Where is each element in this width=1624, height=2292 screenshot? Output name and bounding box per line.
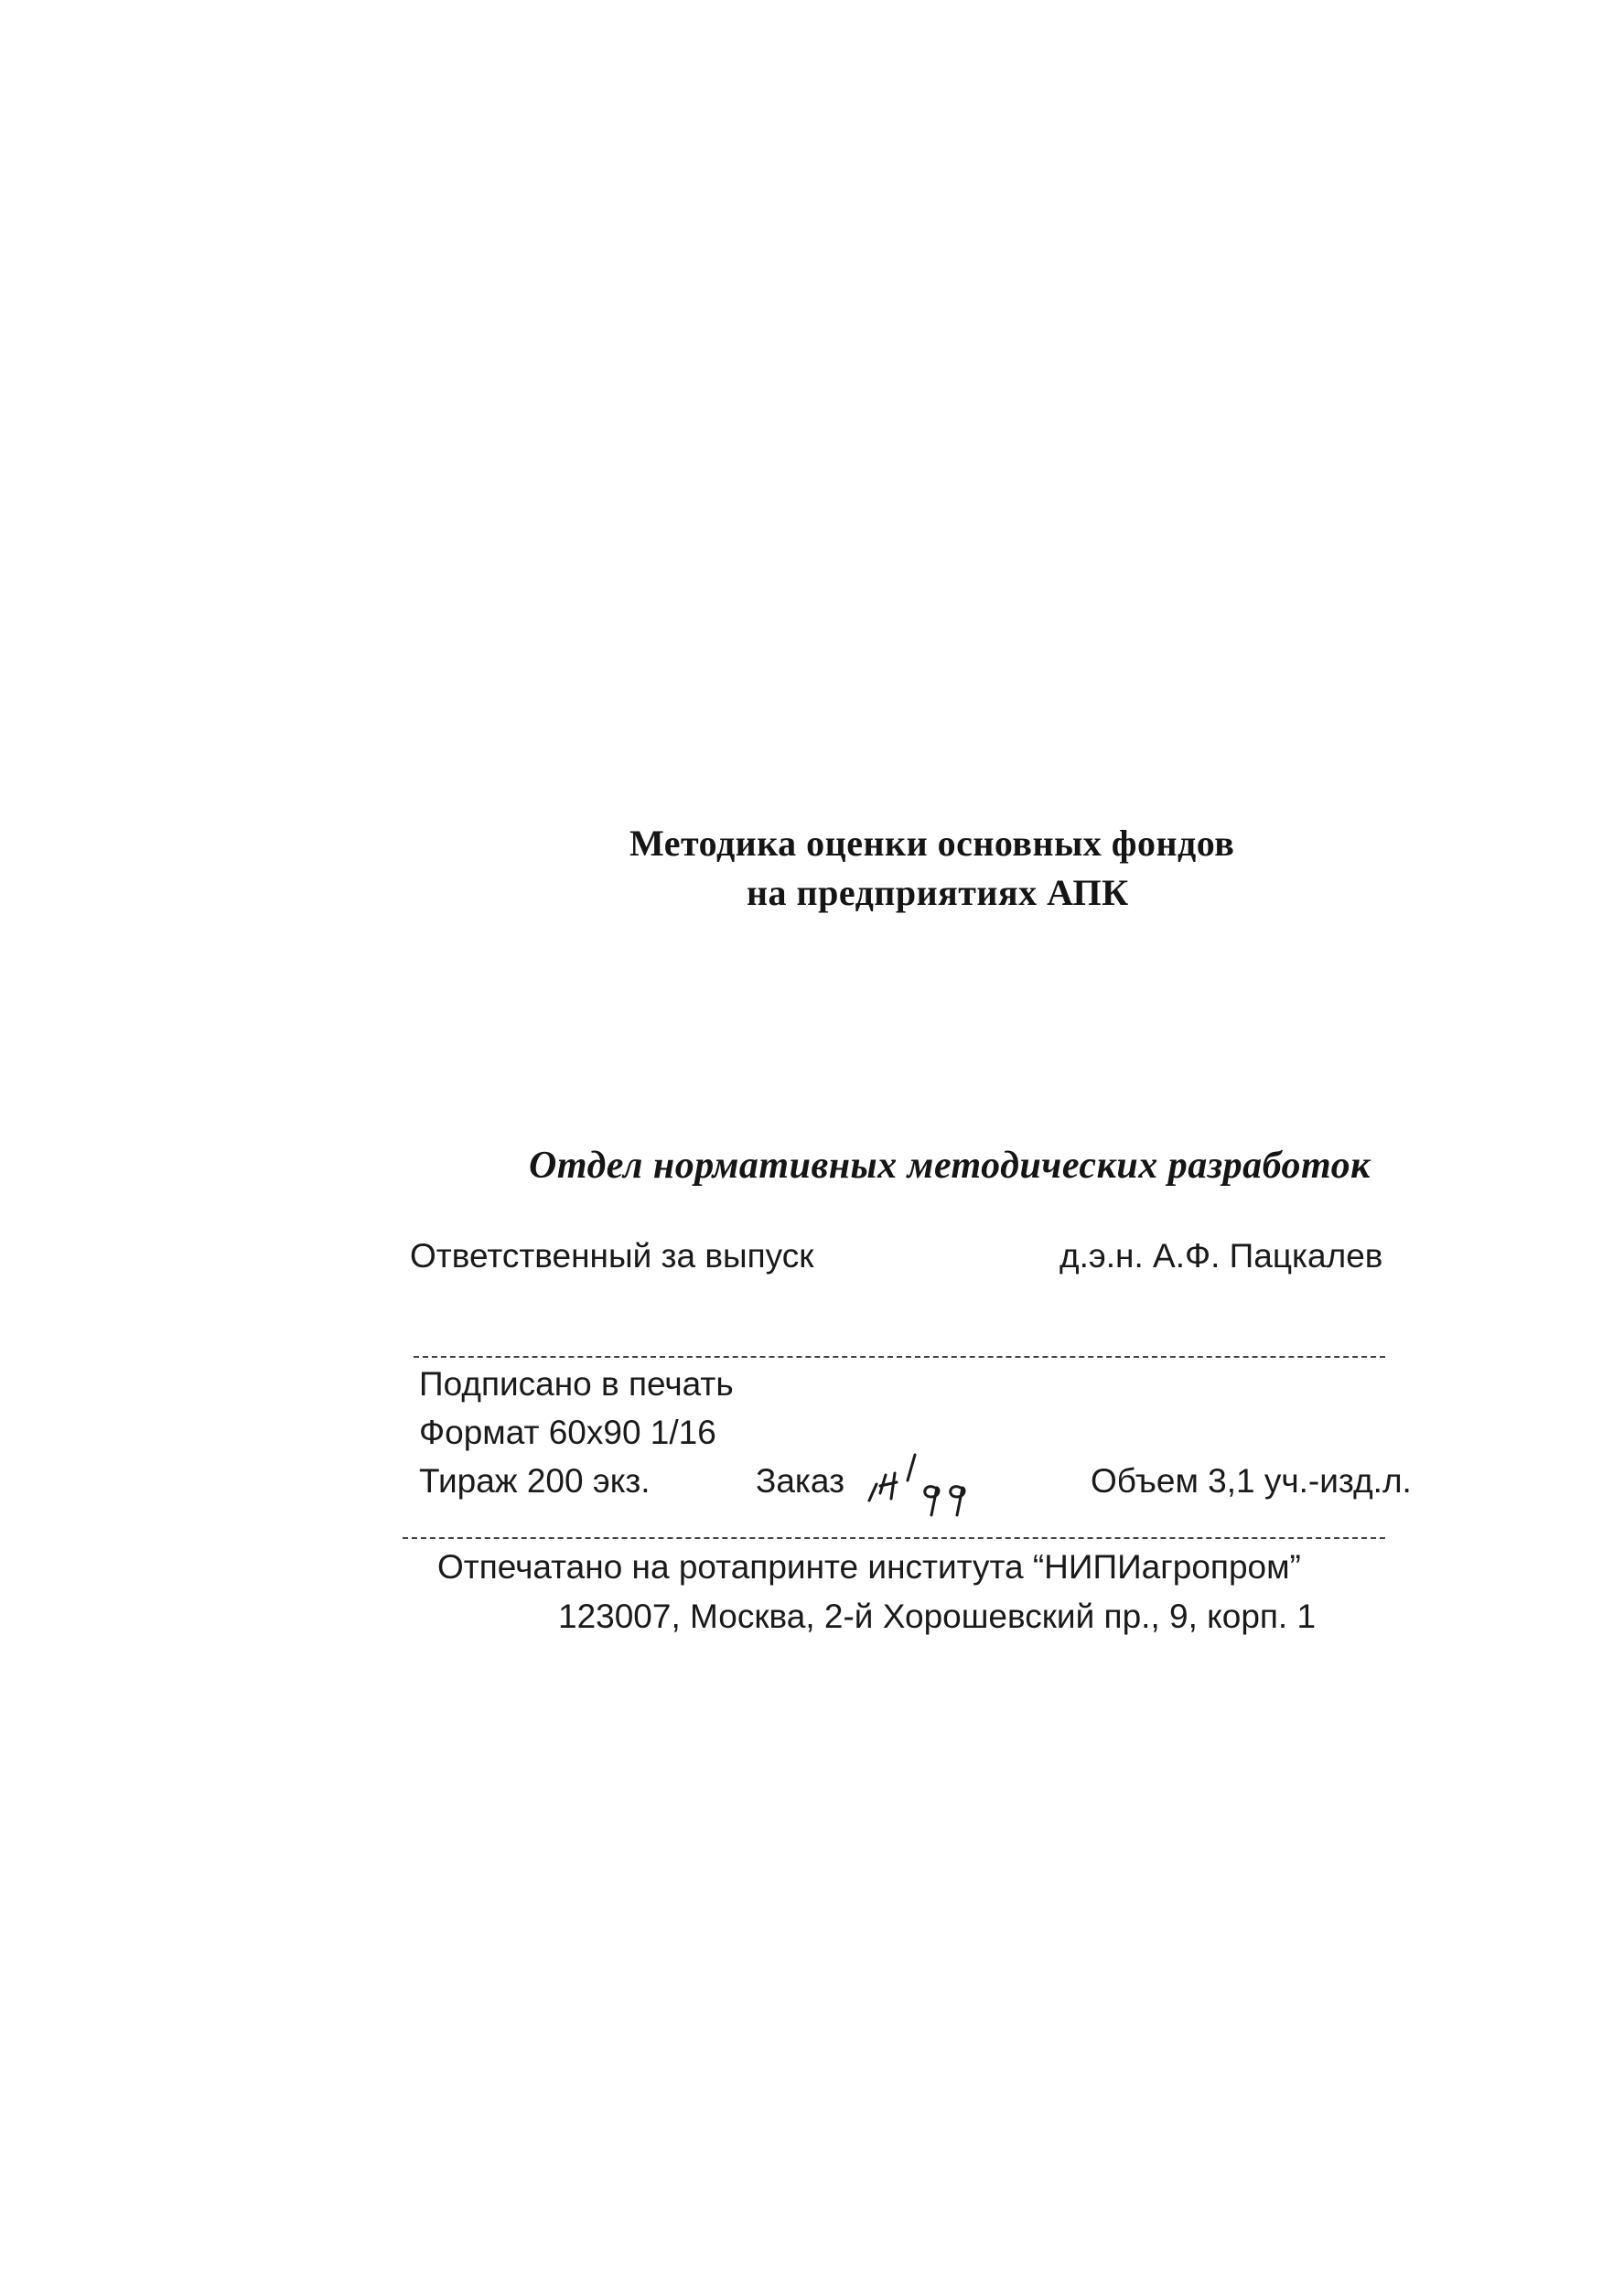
divider-top [414, 1356, 1385, 1358]
signed-for-print: Подписано в печать [419, 1365, 734, 1403]
responsible-label: Ответственный за выпуск [410, 1237, 814, 1275]
responsible-name: д.э.н. А.Ф. Пацкалев [1059, 1237, 1383, 1275]
handwritten-order-number [860, 1442, 997, 1521]
order-label: Заказ [756, 1462, 845, 1500]
divider-bottom [403, 1537, 1385, 1539]
print-run: Тираж 200 экз. [419, 1462, 651, 1500]
title-line-1: Методика оценки основных фондов [629, 823, 1235, 864]
printed-by: Отпечатано на ротапринте института “НИПИагропром” [437, 1548, 1301, 1586]
volume: Объем 3,1 уч.-изд.л. [1091, 1462, 1412, 1500]
printer-address: 123007, Москва, 2-й Хорошевский пр., 9, корп. 1 [558, 1598, 1317, 1635]
department-name: Отдел нормативных методических разработок [529, 1145, 1371, 1187]
title-line-2: на предприятиях АПК [747, 872, 1129, 913]
format-line: Формат 60х90 1/16 [419, 1414, 716, 1451]
